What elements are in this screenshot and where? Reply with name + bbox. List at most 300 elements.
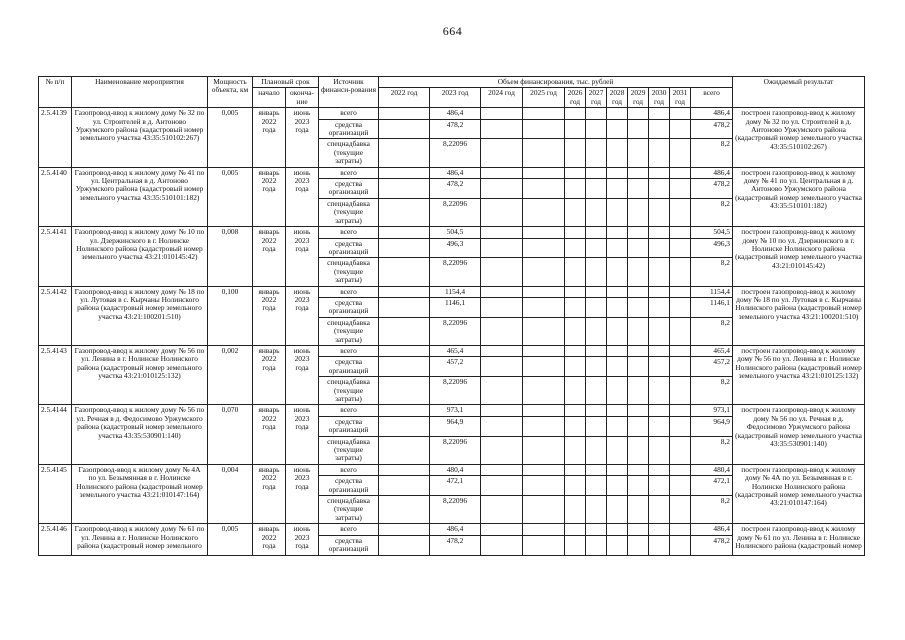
row-expected-result: построен газопровод-ввод к жилому дому № 4А по ул. Безымянная в г. Нолинске Нолинского района (кадастровый номер земельного участка 43:21:010147:164) bbox=[733, 464, 865, 523]
cell-year bbox=[565, 119, 586, 139]
row-start: январь 2022 года bbox=[253, 227, 286, 286]
cell-year bbox=[607, 524, 628, 535]
cell-year bbox=[670, 357, 691, 377]
header-year: 2027 год bbox=[586, 88, 607, 108]
cell-2023: 8,22096 bbox=[430, 496, 481, 524]
cell-2022 bbox=[379, 297, 430, 317]
table-body bbox=[39, 108, 865, 555]
row-start: январь 2022 года bbox=[253, 345, 286, 404]
cell-2022 bbox=[379, 535, 430, 555]
cell-2022 bbox=[379, 496, 430, 524]
cell-2022 bbox=[379, 238, 430, 258]
cell-year bbox=[607, 476, 628, 496]
cell-year bbox=[586, 297, 607, 317]
cell-2022 bbox=[379, 405, 430, 416]
cell-year bbox=[586, 377, 607, 405]
cell-year bbox=[586, 198, 607, 226]
row-source: спецнадбавка (текущие затраты) bbox=[319, 436, 379, 464]
row-end: июнь 2023 года bbox=[286, 524, 319, 555]
cell-year bbox=[628, 357, 649, 377]
row-capacity: 0,070 bbox=[208, 405, 253, 464]
cell-year bbox=[628, 535, 649, 555]
cell-total: 496,3 bbox=[691, 238, 733, 258]
cell-year bbox=[607, 405, 628, 416]
cell-year bbox=[649, 238, 670, 258]
cell-2023: 486,4 bbox=[430, 167, 481, 178]
row-end: июнь 2023 года bbox=[286, 167, 319, 226]
cell-year bbox=[628, 436, 649, 464]
page-number: 664 bbox=[442, 24, 463, 38]
cell-year bbox=[670, 535, 691, 555]
cell-total: 480,4 bbox=[691, 464, 733, 475]
cell-year bbox=[481, 476, 523, 496]
cell-year bbox=[628, 377, 649, 405]
cell-year bbox=[565, 286, 586, 297]
cell-year bbox=[523, 119, 565, 139]
cell-total: 8,2 bbox=[691, 436, 733, 464]
row-expected-result: построен газопровод-ввод к жилому дому № 41 по ул. Центральная в д. Антоново Уржумского района (кадастровый номер земельного участка 43:35:510101:182) bbox=[733, 167, 865, 226]
cell-year bbox=[628, 416, 649, 436]
row-capacity: 0,004 bbox=[208, 464, 253, 523]
row-start: январь 2022 года bbox=[253, 464, 286, 523]
cell-year bbox=[649, 167, 670, 178]
cell-year bbox=[523, 405, 565, 416]
header-year: 2028 год bbox=[607, 88, 628, 108]
cell-total: 8,2 bbox=[691, 258, 733, 286]
cell-year bbox=[670, 405, 691, 416]
cell-year bbox=[565, 108, 586, 119]
table-row bbox=[39, 108, 865, 119]
cell-year bbox=[649, 436, 670, 464]
cell-year bbox=[523, 179, 565, 199]
row-number: 2.5.4140 bbox=[39, 167, 72, 226]
row-source: средства организаций bbox=[319, 238, 379, 258]
row-start: январь 2022 года bbox=[253, 405, 286, 464]
row-start: январь 2022 года bbox=[253, 524, 286, 555]
cell-year bbox=[481, 535, 523, 555]
cell-total: 964,9 bbox=[691, 416, 733, 436]
cell-year bbox=[586, 179, 607, 199]
cell-year bbox=[523, 524, 565, 535]
header-result: Ожидаемый результат bbox=[733, 77, 865, 108]
header-period-end: оконча-ние bbox=[286, 88, 319, 108]
cell-year bbox=[607, 198, 628, 226]
cell-year bbox=[523, 139, 565, 167]
row-expected-result: построен газопровод-ввод к жилому дому № 56 по ул. Ленина в г. Нолинске Нолинского района (кадастровый номер земельного участка 43:21:010125:132) bbox=[733, 345, 865, 404]
cell-2022 bbox=[379, 436, 430, 464]
cell-year bbox=[670, 416, 691, 436]
cell-year bbox=[607, 345, 628, 356]
cell-total: 478,2 bbox=[691, 535, 733, 555]
row-expected-result: построен газопровод-ввод к жилому дому № 32 по ул. Строителей в д. Антоново Уржумского района (кадастровый номер земельного участка 43:35:510102:267) bbox=[733, 108, 865, 167]
cell-2023: 478,2 bbox=[430, 119, 481, 139]
cell-year bbox=[523, 377, 565, 405]
cell-year bbox=[565, 496, 586, 524]
cell-year bbox=[481, 496, 523, 524]
row-source: средства организаций bbox=[319, 179, 379, 199]
header-year: 2022 год bbox=[379, 88, 430, 108]
cell-year bbox=[649, 535, 670, 555]
row-number: 2.5.4145 bbox=[39, 464, 72, 523]
row-source: спецнадбавка (текущие затраты) bbox=[319, 258, 379, 286]
row-start: январь 2022 года bbox=[253, 286, 286, 345]
cell-year bbox=[481, 357, 523, 377]
cell-year bbox=[628, 345, 649, 356]
cell-year bbox=[565, 405, 586, 416]
cell-year bbox=[565, 139, 586, 167]
row-activity-name: Газопровод-ввод к жилому дому № 10 по ул. Дзержинского в г. Нолинске Нолинского района (кадастровый номер земельного участка 43:21:010145:42) bbox=[72, 227, 208, 286]
cell-year bbox=[586, 108, 607, 119]
header-period: Плановый срок bbox=[253, 77, 319, 88]
cell-year bbox=[586, 464, 607, 475]
cell-year bbox=[607, 108, 628, 119]
header-total: всего bbox=[691, 88, 733, 108]
cell-2023: 480,4 bbox=[430, 464, 481, 475]
cell-year bbox=[565, 317, 586, 345]
cell-total: 465,4 bbox=[691, 345, 733, 356]
funding-table bbox=[38, 76, 865, 556]
cell-year bbox=[523, 535, 565, 555]
cell-2023: 8,22096 bbox=[430, 317, 481, 345]
cell-year bbox=[670, 258, 691, 286]
cell-year bbox=[481, 227, 523, 238]
cell-year bbox=[649, 345, 670, 356]
cell-year bbox=[670, 139, 691, 167]
row-source: спецнадбавка (текущие затраты) bbox=[319, 317, 379, 345]
cell-2023: 465,4 bbox=[430, 345, 481, 356]
row-expected-result: построен газопровод-ввод к жилому дому № 61 по ул. Ленина в г. Нолинске Нолинского района (кадастровый номер bbox=[733, 524, 865, 555]
cell-year bbox=[523, 167, 565, 178]
cell-year bbox=[481, 108, 523, 119]
cell-year bbox=[670, 286, 691, 297]
cell-year bbox=[628, 317, 649, 345]
cell-year bbox=[481, 198, 523, 226]
cell-2023: 1154,4 bbox=[430, 286, 481, 297]
cell-year bbox=[481, 119, 523, 139]
cell-2022 bbox=[379, 524, 430, 535]
row-capacity: 0,005 bbox=[208, 524, 253, 555]
cell-year bbox=[523, 357, 565, 377]
cell-year bbox=[523, 258, 565, 286]
cell-year bbox=[628, 227, 649, 238]
cell-year bbox=[628, 108, 649, 119]
cell-year bbox=[649, 377, 670, 405]
cell-year bbox=[586, 119, 607, 139]
row-activity-name: Газопровод-ввод к жилому дому № 56 по ул. Речная в д. Федосимово Уржумского района (кадастровый номер земельного участка 43:35:530901:140) bbox=[72, 405, 208, 464]
cell-year bbox=[565, 357, 586, 377]
cell-year bbox=[670, 496, 691, 524]
cell-total: 8,2 bbox=[691, 317, 733, 345]
cell-2023: 478,2 bbox=[430, 179, 481, 199]
cell-year bbox=[565, 476, 586, 496]
row-number: 2.5.4139 bbox=[39, 108, 72, 167]
cell-year bbox=[670, 227, 691, 238]
cell-year bbox=[670, 167, 691, 178]
cell-year bbox=[628, 258, 649, 286]
row-source: всего bbox=[319, 108, 379, 119]
cell-2022 bbox=[379, 377, 430, 405]
row-source: спецнадбавка (текущие затраты) bbox=[319, 496, 379, 524]
cell-year bbox=[607, 297, 628, 317]
cell-year bbox=[481, 167, 523, 178]
cell-total: 478,2 bbox=[691, 119, 733, 139]
row-number: 2.5.4146 bbox=[39, 524, 72, 555]
row-source: спецнадбавка (текущие затраты) bbox=[319, 377, 379, 405]
cell-2023: 486,4 bbox=[430, 524, 481, 535]
cell-year bbox=[607, 357, 628, 377]
header-year: 2026 год bbox=[565, 88, 586, 108]
cell-year bbox=[670, 179, 691, 199]
cell-year bbox=[481, 436, 523, 464]
table-row bbox=[39, 405, 865, 416]
cell-year bbox=[481, 297, 523, 317]
cell-year bbox=[670, 464, 691, 475]
cell-year bbox=[649, 179, 670, 199]
cell-year bbox=[628, 405, 649, 416]
cell-total: 486,4 bbox=[691, 167, 733, 178]
cell-year bbox=[607, 227, 628, 238]
cell-year bbox=[586, 357, 607, 377]
cell-year bbox=[607, 179, 628, 199]
cell-total: 504,5 bbox=[691, 227, 733, 238]
cell-year bbox=[649, 476, 670, 496]
cell-year bbox=[628, 476, 649, 496]
cell-year bbox=[670, 119, 691, 139]
row-source: средства организаций bbox=[319, 297, 379, 317]
cell-year bbox=[628, 198, 649, 226]
cell-year bbox=[523, 297, 565, 317]
cell-year bbox=[649, 119, 670, 139]
row-end: июнь 2023 года bbox=[286, 286, 319, 345]
cell-year bbox=[565, 198, 586, 226]
row-source: средства организаций bbox=[319, 357, 379, 377]
cell-2022 bbox=[379, 227, 430, 238]
cell-year bbox=[481, 258, 523, 286]
row-number: 2.5.4144 bbox=[39, 405, 72, 464]
cell-year bbox=[607, 377, 628, 405]
cell-year bbox=[523, 286, 565, 297]
cell-year bbox=[565, 167, 586, 178]
cell-year bbox=[607, 436, 628, 464]
cell-year bbox=[586, 238, 607, 258]
cell-total: 973,1 bbox=[691, 405, 733, 416]
cell-year bbox=[607, 258, 628, 286]
cell-year bbox=[586, 345, 607, 356]
cell-year bbox=[481, 405, 523, 416]
cell-year bbox=[586, 317, 607, 345]
row-capacity: 0,100 bbox=[208, 286, 253, 345]
cell-year bbox=[628, 464, 649, 475]
cell-total: 457,2 bbox=[691, 357, 733, 377]
header-year: 2030 год bbox=[649, 88, 670, 108]
cell-year bbox=[586, 535, 607, 555]
row-expected-result: построен газопровод-ввод к жилому дому № 18 по ул. Лутовая в с. Кырчаны Нолинского района (кадастровый номер земельного участка 43:21:100201:510) bbox=[733, 286, 865, 345]
cell-2023: 486,4 bbox=[430, 108, 481, 119]
cell-year bbox=[628, 286, 649, 297]
cell-year bbox=[607, 464, 628, 475]
cell-total: 486,4 bbox=[691, 524, 733, 535]
row-end: июнь 2023 года bbox=[286, 345, 319, 404]
cell-2022 bbox=[379, 139, 430, 167]
cell-year bbox=[628, 238, 649, 258]
cell-2023: 8,22096 bbox=[430, 377, 481, 405]
cell-year bbox=[670, 198, 691, 226]
cell-2023: 964,9 bbox=[430, 416, 481, 436]
cell-year bbox=[607, 317, 628, 345]
cell-year bbox=[670, 238, 691, 258]
cell-2023: 496,3 bbox=[430, 238, 481, 258]
row-start: январь 2022 года bbox=[253, 167, 286, 226]
row-source: всего bbox=[319, 464, 379, 475]
row-activity-name: Газопровод-ввод к жилому дому № 4А по ул. Безымянная в г. Нолинске Нолинского района (кадастровый номер земельного участка 43:21:010147:164) bbox=[72, 464, 208, 523]
row-activity-name: Газопровод-ввод к жилому дому № 61 по ул. Ленина в г. Нолинске Нолинского района (кадастровый номер земельного bbox=[72, 524, 208, 555]
cell-year bbox=[649, 524, 670, 535]
cell-year bbox=[670, 476, 691, 496]
cell-year bbox=[523, 476, 565, 496]
row-activity-name: Газопровод-ввод к жилому дому № 32 по ул. Строителей в д. Антоново Уржумского района (кадастровый номер земельного участка 43:35:510102:267) bbox=[72, 108, 208, 167]
cell-2022 bbox=[379, 179, 430, 199]
cell-year bbox=[670, 108, 691, 119]
row-source: средства организаций bbox=[319, 416, 379, 436]
row-activity-name: Газопровод-ввод к жилому дому № 41 по ул. Центральная в д. Антоново Уржумского района (кадастровый номер земельного участка 43:35:510101:182) bbox=[72, 167, 208, 226]
cell-2022 bbox=[379, 464, 430, 475]
cell-year bbox=[565, 524, 586, 535]
cell-year bbox=[481, 524, 523, 535]
cell-2023: 1146,1 bbox=[430, 297, 481, 317]
cell-2022 bbox=[379, 317, 430, 345]
header-year: 2024 год bbox=[481, 88, 523, 108]
cell-total: 1154,4 bbox=[691, 286, 733, 297]
cell-year bbox=[565, 238, 586, 258]
cell-year bbox=[649, 258, 670, 286]
cell-2023: 457,2 bbox=[430, 357, 481, 377]
cell-2023: 472,1 bbox=[430, 476, 481, 496]
cell-year bbox=[607, 496, 628, 524]
cell-year bbox=[565, 436, 586, 464]
cell-year bbox=[649, 198, 670, 226]
cell-year bbox=[481, 179, 523, 199]
cell-total: 478,2 bbox=[691, 179, 733, 199]
header-year: 2029 год bbox=[628, 88, 649, 108]
cell-year bbox=[481, 317, 523, 345]
cell-2022 bbox=[379, 476, 430, 496]
row-expected-result: построен газопровод-ввод к жилому дому № 56 по ул. Речная в д. Федосимово Уржумского района (кадастровый номер земельного участка 43:35:530901:140) bbox=[733, 405, 865, 464]
cell-2023: 973,1 bbox=[430, 405, 481, 416]
cell-year bbox=[565, 227, 586, 238]
cell-year bbox=[607, 535, 628, 555]
cell-year bbox=[649, 139, 670, 167]
cell-year bbox=[586, 436, 607, 464]
cell-year bbox=[586, 227, 607, 238]
cell-2023: 8,22096 bbox=[430, 436, 481, 464]
row-source: всего bbox=[319, 524, 379, 535]
cell-year bbox=[523, 464, 565, 475]
cell-year bbox=[628, 297, 649, 317]
header-capacity: Мощность объекта, км bbox=[208, 77, 253, 108]
row-end: июнь 2023 года bbox=[286, 227, 319, 286]
cell-year bbox=[586, 524, 607, 535]
header-year: 2025 год bbox=[523, 88, 565, 108]
cell-year bbox=[607, 286, 628, 297]
cell-year bbox=[565, 535, 586, 555]
cell-year bbox=[670, 345, 691, 356]
cell-year bbox=[481, 238, 523, 258]
cell-year bbox=[649, 496, 670, 524]
cell-2022 bbox=[379, 258, 430, 286]
cell-year bbox=[586, 476, 607, 496]
cell-year bbox=[481, 139, 523, 167]
cell-2023: 8,22096 bbox=[430, 139, 481, 167]
header-period-start: начало bbox=[253, 88, 286, 108]
cell-year bbox=[670, 317, 691, 345]
cell-2022 bbox=[379, 416, 430, 436]
table-row bbox=[39, 286, 865, 297]
row-number: 2.5.4143 bbox=[39, 345, 72, 404]
cell-year bbox=[523, 317, 565, 345]
cell-total: 1146,1 bbox=[691, 297, 733, 317]
cell-year bbox=[670, 436, 691, 464]
row-capacity: 0,008 bbox=[208, 227, 253, 286]
row-source: средства организаций bbox=[319, 119, 379, 139]
row-activity-name: Газопровод-ввод к жилому дому № 56 по ул. Ленина в г. Нолинске Нолинского района (кадастровый номер земельного участка 43:21:010125:132) bbox=[72, 345, 208, 404]
cell-year bbox=[481, 416, 523, 436]
cell-year bbox=[586, 167, 607, 178]
header-name: Наименование мероприятия bbox=[72, 77, 208, 108]
header-num: № п/п bbox=[39, 77, 72, 108]
cell-year bbox=[670, 524, 691, 535]
cell-year bbox=[565, 345, 586, 356]
cell-year bbox=[481, 464, 523, 475]
cell-year bbox=[586, 139, 607, 167]
row-capacity: 0,002 bbox=[208, 345, 253, 404]
cell-year bbox=[628, 496, 649, 524]
cell-year bbox=[481, 377, 523, 405]
cell-2022 bbox=[379, 167, 430, 178]
table-row bbox=[39, 464, 865, 475]
cell-year bbox=[649, 416, 670, 436]
cell-year bbox=[649, 405, 670, 416]
row-number: 2.5.4142 bbox=[39, 286, 72, 345]
cell-year bbox=[523, 496, 565, 524]
cell-year bbox=[649, 297, 670, 317]
cell-year bbox=[628, 524, 649, 535]
cell-year bbox=[649, 227, 670, 238]
cell-year bbox=[649, 464, 670, 475]
cell-2022 bbox=[379, 119, 430, 139]
table-header bbox=[39, 77, 865, 108]
cell-year bbox=[607, 416, 628, 436]
table-row bbox=[39, 167, 865, 178]
header-source: Источник финанси-рования bbox=[319, 77, 379, 108]
cell-year bbox=[649, 108, 670, 119]
cell-2022 bbox=[379, 357, 430, 377]
cell-year bbox=[628, 167, 649, 178]
cell-year bbox=[649, 317, 670, 345]
cell-2023: 504,5 bbox=[430, 227, 481, 238]
cell-year bbox=[628, 139, 649, 167]
cell-year bbox=[481, 286, 523, 297]
cell-year bbox=[565, 297, 586, 317]
row-end: июнь 2023 года bbox=[286, 108, 319, 167]
cell-year bbox=[565, 416, 586, 436]
row-activity-name: Газопровод-ввод к жилому дому № 18 по ул. Лутовая в с. Кырчаны Нолинского района (кадастровый номер земельного участка 43:21:100201:510) bbox=[72, 286, 208, 345]
cell-year bbox=[628, 179, 649, 199]
cell-total: 472,1 bbox=[691, 476, 733, 496]
cell-year bbox=[628, 119, 649, 139]
cell-year bbox=[565, 377, 586, 405]
row-source: всего bbox=[319, 405, 379, 416]
cell-year bbox=[523, 345, 565, 356]
